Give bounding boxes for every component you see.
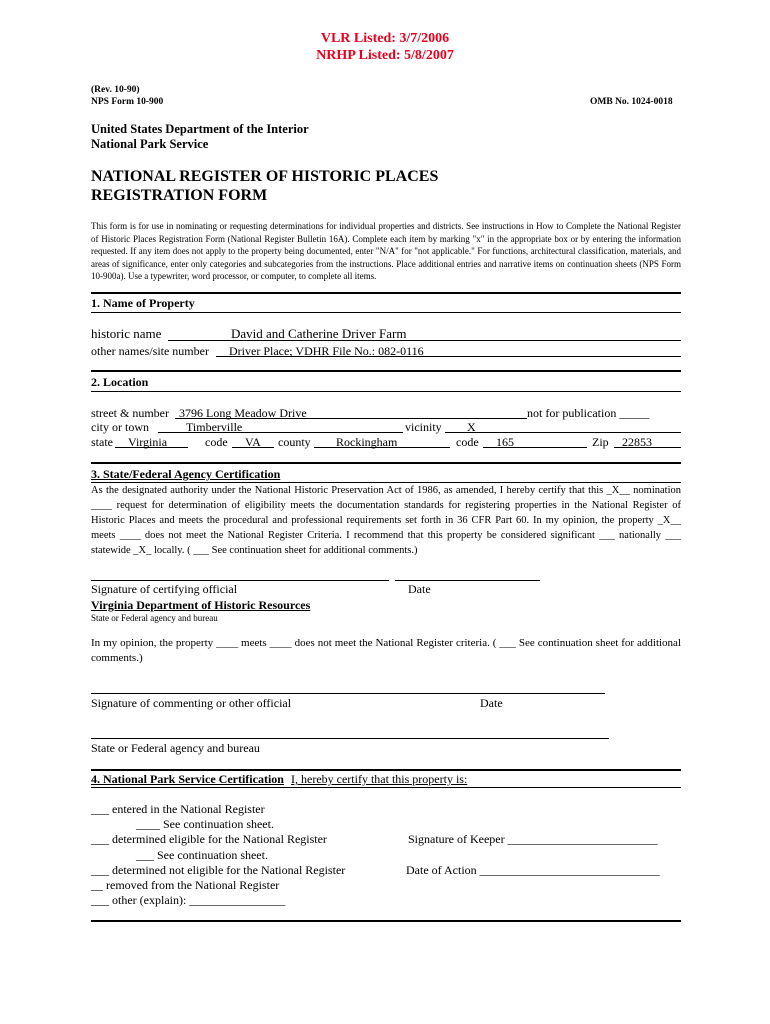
vicinity-line — [445, 432, 681, 433]
street-value[interactable]: 3796 Long Meadow Drive — [179, 406, 307, 420]
county-label: county — [278, 435, 311, 449]
signature-line[interactable] — [91, 693, 605, 694]
section1-heading: 1. Name of Property — [91, 296, 195, 310]
revision-note: (Rev. 10-90) — [91, 85, 140, 95]
section2-heading: 2. Location — [91, 375, 149, 389]
section-divider — [91, 391, 681, 392]
nps-option-other[interactable]: ___ other (explain): ________________ — [91, 893, 286, 907]
nps-option-removed[interactable]: __ removed from the National Register — [91, 878, 280, 892]
section-divider — [91, 370, 681, 372]
omb-number: OMB No. 1024-0018 — [590, 97, 673, 107]
city-value[interactable]: Timberville — [186, 420, 243, 434]
department-name: United States Department of the Interior — [91, 122, 309, 136]
signature-commenting-label: Signature of commenting or other official — [91, 696, 292, 710]
county-code-value[interactable]: 165 — [496, 435, 514, 449]
nps-option-entered[interactable]: ___ entered in the National Register — [91, 802, 265, 816]
city-label: city or town — [91, 420, 149, 434]
zip-label: Zip — [592, 435, 609, 449]
section4-heading-rest: I, hereby certify that this property is: — [291, 772, 468, 786]
section-divider — [91, 292, 681, 294]
form-number: NPS Form 10-900 — [91, 97, 164, 107]
service-name: National Park Service — [91, 137, 209, 151]
keeper-signature[interactable]: Signature of Keeper _________________________ — [408, 832, 658, 846]
historic-name-value[interactable]: David and Catherine Driver Farm — [231, 326, 407, 341]
section-divider — [91, 769, 681, 771]
street-label: street & number — [91, 406, 169, 420]
section3-heading: 3. State/Federal Agency Certification — [91, 467, 281, 481]
state-code-label: code — [205, 435, 228, 449]
section-divider — [91, 312, 681, 313]
vicinity-label: vicinity — [405, 420, 442, 434]
nps-continuation-2[interactable]: ___ See continuation sheet. — [136, 848, 268, 862]
signature-line[interactable] — [91, 580, 389, 581]
not-for-publication[interactable]: not for publication _____ — [527, 406, 650, 420]
vlr-listed-date: VLR Listed: 3/7/2006 — [320, 31, 450, 46]
opinion-paragraph: In my opinion, the property ____ meets ____ does not meet the National Register criteria. ( ___ See continuation sheet for additional comments.) — [91, 637, 681, 664]
state-code-value[interactable]: VA — [245, 435, 261, 449]
date-of-action[interactable]: Date of Action ______________________________ — [406, 863, 660, 877]
form-title-line1: NATIONAL REGISTER OF HISTORIC PLACES — [91, 168, 439, 185]
date-line[interactable] — [395, 580, 540, 581]
section-divider — [91, 787, 681, 788]
date-label: Date — [480, 696, 503, 710]
date-label: Date — [408, 582, 431, 596]
state-label: state — [91, 435, 113, 449]
agency-line[interactable] — [91, 738, 609, 739]
section-divider — [91, 462, 681, 464]
certifying-agency: Virginia Department of Historic Resources — [91, 598, 311, 612]
nps-option-eligible[interactable]: ___ determined eligible for the National Register — [91, 832, 327, 846]
nps-continuation-1[interactable]: ____ See continuation sheet. — [136, 817, 274, 831]
zip-value[interactable]: 22853 — [622, 435, 652, 449]
section-divider — [91, 920, 681, 922]
county-value[interactable]: Rockingham — [336, 435, 398, 449]
form-title-line2: REGISTRATION FORM — [91, 187, 268, 204]
certification-paragraph: As the designated authority under the National Historic Preservation Act of 1986, as amended, I hereby certify that this _X__ nomination ____ request for determination of eligibility meets the documentation standards for registering properties in the National Register of Historic Places and meets the procedural and professional requirements set forth in 36 CFR Part 60. In my opinion, the property _X__ meets ____ does not meet the National Register Criteria. I recommend that this property be considered significant ___ nationally ___ statewide _X_ locally. ( ___ See continuation sheet for additional comments.) — [91, 485, 681, 556]
section4-heading: 4. National Park Service Certification — [91, 772, 284, 786]
historic-name-label: historic name — [91, 326, 162, 341]
other-names-value[interactable]: Driver Place; VDHR File No.: 082-0116 — [229, 344, 424, 358]
agency-caption: State or Federal agency and bureau — [91, 613, 218, 623]
agency-label: State or Federal agency and bureau — [91, 741, 260, 755]
state-value[interactable]: Virginia — [128, 435, 168, 449]
other-names-label: other names/site number — [91, 344, 209, 358]
county-code-label: code — [456, 435, 479, 449]
signature-certifying-label: Signature of certifying official — [91, 582, 238, 596]
nrhp-listed-date: NRHP Listed: 5/8/2007 — [316, 48, 454, 63]
vicinity-value[interactable]: X — [467, 420, 476, 434]
nps-option-not-eligible[interactable]: ___ determined not eligible for the National Register — [91, 863, 346, 877]
intro-paragraph: This form is for use in nominating or requesting determinations for individual properties and districts. See instructions in How to Complete the National Register of Historic Places Registration Form (National Register Bulletin 16A). Complete each item by marking "x" in the appropriate box or by entering the information requested. If any item does not apply to the property being documented, enter "N/A" for "not applicable." For functions, architectural classification, materials, and areas of significance, enter only categories and subcategories from the instructions. Place additional entries and narrative items on continuation sheets (NPS Form 10-900a). Use a typewriter, word processor, or computer, to complete all items. — [91, 221, 681, 281]
